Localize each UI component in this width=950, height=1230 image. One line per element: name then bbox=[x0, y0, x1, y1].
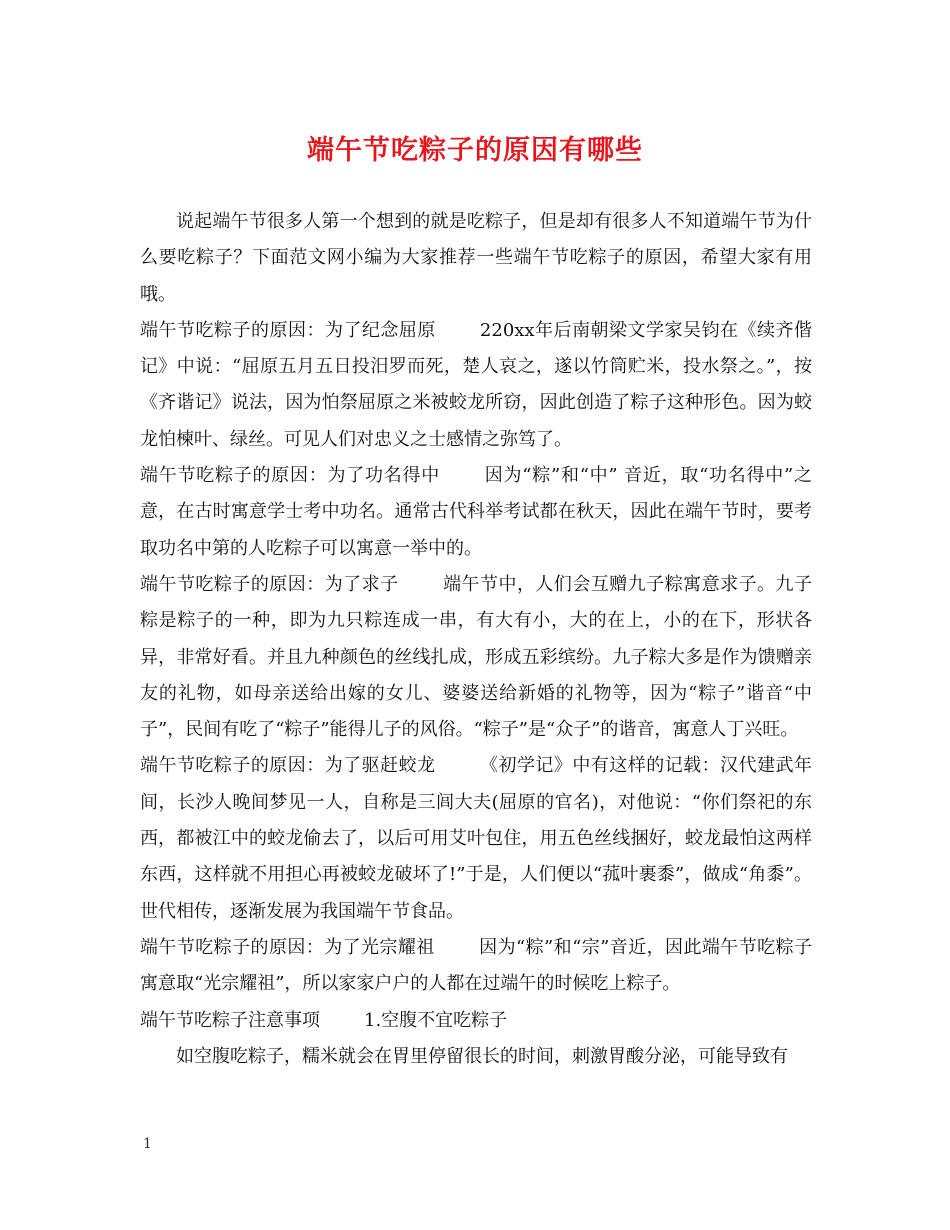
section-paragraph bbox=[140, 1003, 812, 1039]
section-paragraph bbox=[140, 313, 812, 458]
document-title: 端午节吃粽子的原因有哪些 bbox=[307, 135, 643, 166]
section-heading: 端午节吃粽子的原因：为了纪念屈原 bbox=[140, 319, 436, 341]
page-number: 1 bbox=[143, 1136, 152, 1152]
section-text: 因为“粽”和“中” 音近，取“功名得中”之意，在古时寓意学士考中功名。通常古代科举考试都在秋天，因此在端午节时，要考取功名中第的人吃粽子可以寓意一举中的。 bbox=[140, 465, 812, 559]
section-text: 220xx年后南朝梁文学家吴钧在《续齐偕记》中说：“屈原五月五日投汨罗而死，楚人哀之，遂以竹筒贮米，投水祭之。”，按《齐谐记》说法，因为怕祭屈原之米被蛟龙所窃，因此创造了粽子这种形色。因为蛟龙怕楝叶、绿丝。可见人们对忠义之士感情之弥笃了。 bbox=[140, 319, 812, 450]
section-paragraph bbox=[140, 930, 812, 1003]
section-paragraph bbox=[140, 567, 812, 748]
section-text: 端午节中，人们会互赠九子粽寓意求子。九子粽是粽子的一种，即为九只粽连成一串，有大有小，大的在上，小的在下，形状各异，非常好看。并且九种颜色的丝线扎成，形成五彩缤纷。九子粽大多是作为馈赠亲友的礼物，如母亲送给出嫁的女儿、婆婆送给新婚的礼物等，因为“粽子”谐音“中子”，民间有吃了“粽子”能得儿子的风俗。“粽子”是“众子”的谐音，寓意人丁兴旺。 bbox=[140, 573, 813, 741]
section-heading: 端午节吃粽子的原因：为了求子 bbox=[140, 573, 399, 595]
section-text: 《初学记》中有这样的记载：汉代建武年间，长沙人晚间梦见一人，自称是三闾大夫(屈原的官名)，对他说：“你们祭祀的东西，都被江中的蛟龙偷去了，以后可用艾叶包住，用五色丝线捆好，蛟龙最怕这两样东西，这样就不用担心再被蛟龙破坏了!”于是，人们便以“菰叶裹黍”，做成“角黍”。世代相传，逐渐发展为我国端午节食品。 bbox=[140, 755, 813, 922]
section-heading: 端午节吃粽子的原因：为了驱赶蛟龙 bbox=[140, 755, 436, 777]
section-heading: 端午节吃粽子的原因：为了功名得中 bbox=[140, 465, 441, 487]
section-text: 因为“粽”和“宗”音近，因此端午节吃粽子寓意取“光宗耀祖”，所以家家户户的人都在过端午的时候吃上粽子。 bbox=[140, 936, 812, 995]
section-text: 1.空腹不宜吃粽子 bbox=[364, 1009, 508, 1031]
closing-paragraph: 如空腹吃粽子，糯米就会在胃里停留很长的时间，刺激胃酸分泌，可能导致有 bbox=[176, 1045, 788, 1067]
section-paragraph bbox=[140, 458, 812, 567]
section-heading: 端午节吃粽子的原因：为了光宗耀祖 bbox=[140, 936, 435, 958]
section-paragraph bbox=[140, 748, 812, 929]
document-body bbox=[140, 204, 812, 1075]
intro-paragraph: 说起端午节很多人第一个想到的就是吃粽子，但是却有很多人不知道端午节为什么要吃粽子？下面范文网小编为大家推荐一些端午节吃粽子的原因，希望大家有用哦。 bbox=[140, 211, 812, 305]
section-heading: 端午节吃粽子注意事项 bbox=[140, 1009, 320, 1031]
